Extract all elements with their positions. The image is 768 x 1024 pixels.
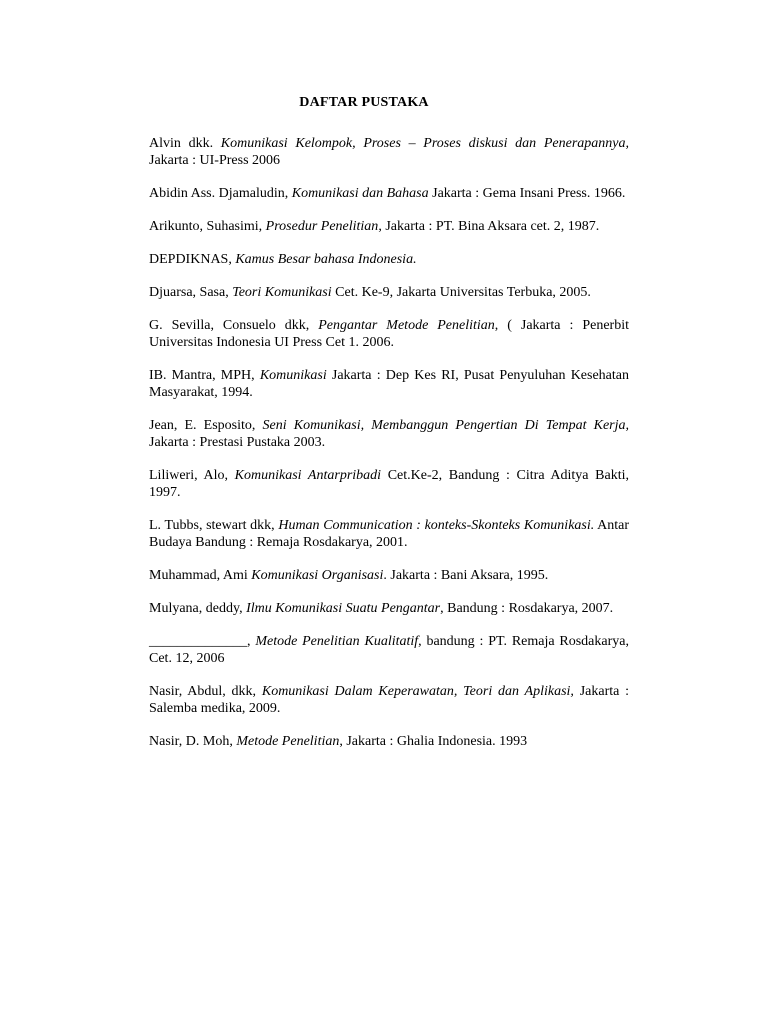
reference-author: Nasir, Abdul, dkk,: [149, 684, 262, 699]
reference-title: Komunikasi Antarpribadi: [234, 468, 382, 483]
page-title: DAFTAR PUSTAKA: [299, 95, 429, 110]
reference-entry: [149, 284, 629, 301]
reference-entry: [149, 467, 629, 501]
reference-entry: [149, 251, 629, 268]
reference-author: Abidin Ass. Djamaludin,: [149, 186, 292, 201]
reference-entry: [149, 367, 629, 401]
reference-publisher: Jakarta : Salemba medika, 2009.: [149, 684, 630, 716]
reference-author: G. Sevilla, Consuelo dkk,: [149, 318, 319, 333]
reference-author: DEPDIKNAS,: [149, 252, 236, 267]
reference-publisher: Jakarta : Prestasi Pustaka 2003.: [149, 435, 326, 450]
reference-author: Alvin dkk.: [149, 136, 221, 151]
reference-title: Komunikasi Dalam Keperawatan, Teori dan Aplikasi,: [261, 684, 574, 699]
reference-entry: [149, 633, 629, 667]
reference-title: Metode Penelitian Kualitatif: [255, 634, 419, 649]
reference-entry: [149, 733, 629, 750]
reference-title: Komunikasi dan Bahasa: [291, 186, 429, 201]
reference-author: Arikunto, Suhasimi,: [149, 219, 266, 234]
reference-publisher: , Jakarta : PT. Bina Aksara cet. 2, 1987.: [378, 219, 600, 234]
reference-list: [149, 135, 629, 766]
reference-entry: [149, 567, 629, 584]
reference-title: Kamus Besar bahasa Indonesia.: [235, 252, 417, 267]
reference-entry: [149, 185, 629, 202]
reference-author: Djuarsa, Sasa,: [149, 285, 233, 300]
reference-entry: [149, 600, 629, 617]
reference-title: Komunikasi Kelompok, Proses – Proses diskusi dan Penerapannya,: [220, 136, 629, 151]
reference-publisher: , bandung : PT. Remaja Rosdakarya, Cet. 12, 2006: [149, 634, 629, 666]
reference-author: Nasir, D. Moh,: [149, 734, 237, 749]
reference-entry: [149, 417, 629, 451]
reference-publisher: . Jakarta : Bani Aksara, 1995.: [383, 568, 549, 583]
reference-title: Seni Komunikasi, Membanggun Pengertian Di Tempat Kerja,: [262, 418, 630, 433]
reference-author: Jean, E. Esposito,: [149, 418, 263, 433]
reference-author: Mulyana, deddy,: [149, 601, 247, 616]
reference-entry: [149, 135, 629, 169]
reference-title: Human Communication : konteks-Skonteks Komunikasi.: [278, 518, 595, 533]
reference-author: Muhammad, Ami: [149, 568, 252, 583]
reference-publisher: Jakarta : Gema Insani Press. 1966.: [428, 186, 626, 201]
reference-publisher: Cet. Ke-9, Jakarta Universitas Terbuka, 2005.: [331, 285, 591, 300]
reference-author: ______________,: [149, 634, 256, 649]
reference-publisher: Jakarta : UI-Press 2006: [149, 153, 281, 168]
reference-title: Metode Penelitian: [236, 734, 340, 749]
reference-title: Komunikasi Organisasi: [251, 568, 384, 583]
reference-publisher: Cet.Ke-2, Bandung : Citra Aditya Bakti, 1997.: [149, 468, 630, 500]
reference-title: Prosedur Penelitian: [265, 219, 379, 234]
reference-publisher: , Jakarta : Ghalia Indonesia. 1993: [339, 734, 528, 749]
reference-title: Pengantar Metode Penelitian: [318, 318, 495, 333]
reference-author: Liliweri, Alo,: [149, 468, 235, 483]
reference-publisher: , Bandung : Rosdakarya, 2007.: [440, 601, 614, 616]
reference-entry: [149, 218, 629, 235]
reference-title: Ilmu Komunikasi Suatu Pengantar: [246, 601, 441, 616]
reference-author: IB. Mantra, MPH,: [149, 368, 260, 383]
reference-entry: [149, 317, 629, 351]
reference-title: Teori Komunikasi: [232, 285, 332, 300]
reference-publisher: , ( Jakarta : Penerbit Universitas Indonesia UI Press Cet 1. 2006.: [149, 318, 629, 350]
reference-title: Komunikasi: [259, 368, 327, 383]
reference-entry: [149, 683, 629, 717]
reference-entry: [149, 517, 629, 551]
reference-author: L. Tubbs, stewart dkk,: [149, 518, 279, 533]
reference-publisher: Antar Budaya Bandung : Remaja Rosdakarya, 2001.: [149, 518, 629, 550]
reference-publisher: Jakarta : Dep Kes RI, Pusat Penyuluhan Kesehatan Masyarakat, 1994.: [149, 368, 629, 400]
